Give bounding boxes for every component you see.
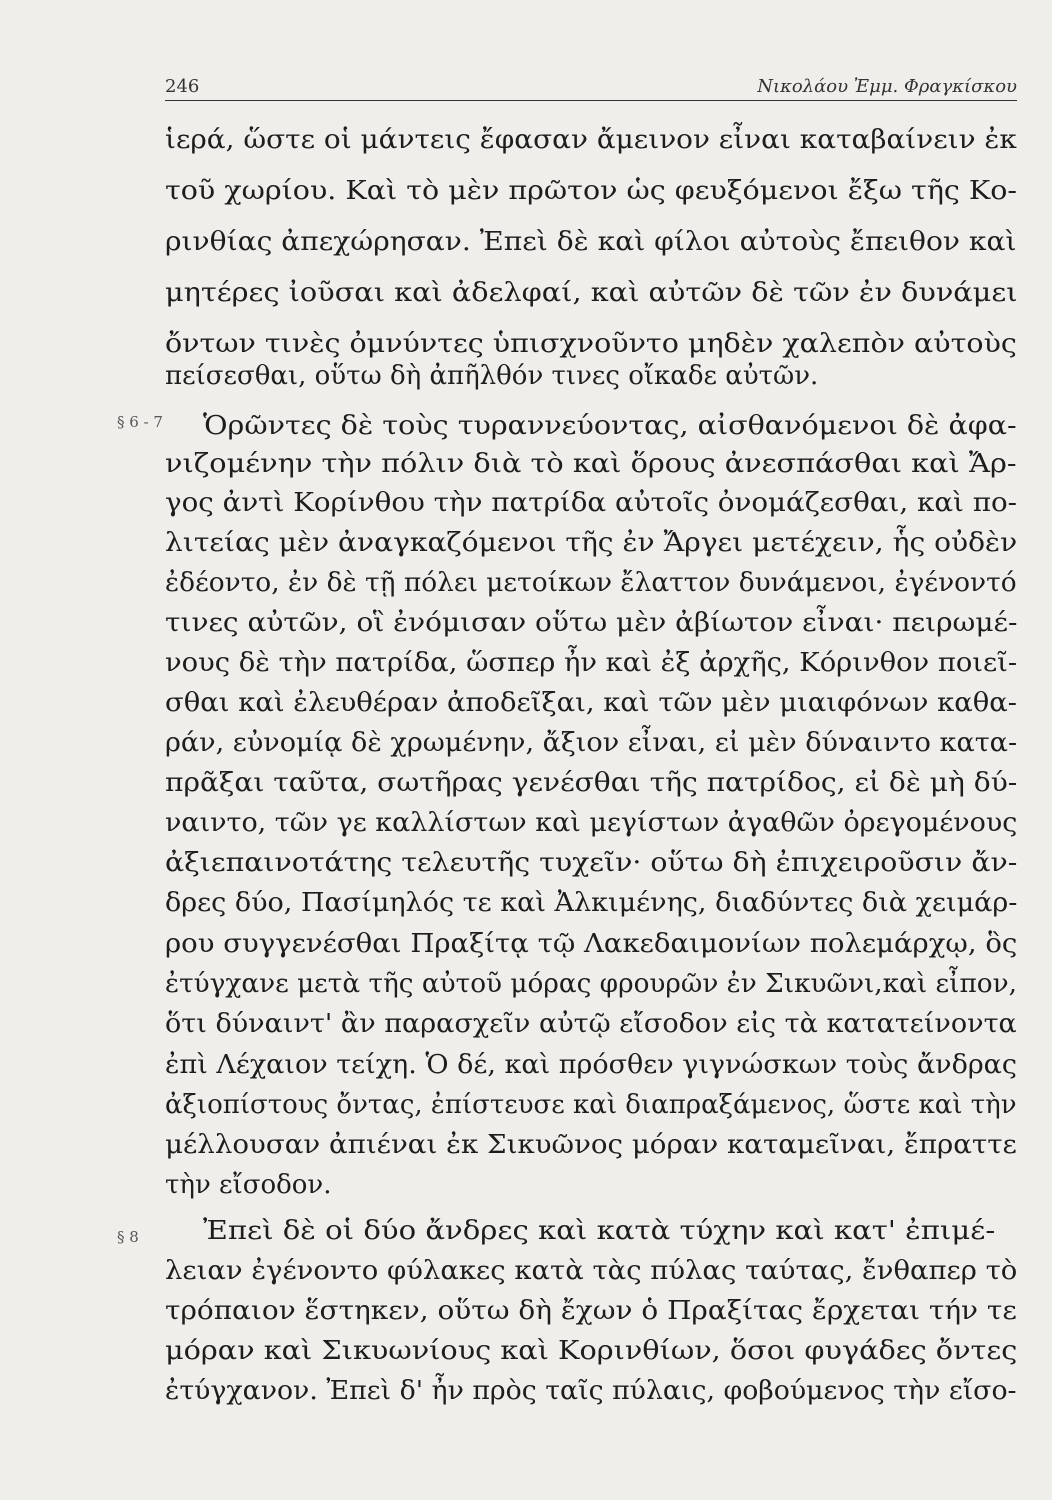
text-line: τρόπαιον ἕστηκεν, οὕτω δὴ ἔχων ὁ Πραξίτας ἔρχεται τήν τε (165, 1296, 1017, 1326)
section-marker: § 8 (117, 1228, 139, 1246)
section-marker: § 6 - 7 (117, 413, 163, 431)
text-line: ἐδέοντο, ἐν δὲ τῇ πόλει μετοίκων ἔλαττον δυνάμενοι, ἐγένοντό (165, 568, 1017, 598)
text-line: ρινθίας ἀπεχώρησαν. Ἐπεὶ δὲ καὶ φίλοι αὐτοὺς ἔπειθον καὶ (165, 227, 1017, 257)
page-number: 246 (165, 76, 200, 97)
text-line: γος ἀντὶ Κορίνθου τὴν πατρίδα αὐτοῖς ὀνομάζεσθαι, καὶ πο- (165, 488, 1018, 518)
text-line: λειαν ἐγένοντο φύλακες κατὰ τὰς πύλας ταύτας, ἔνθαπερ τὸ (165, 1256, 1018, 1286)
text-line: ράν, εὐνομίᾳ δὲ χρωμένην, ἄξιον εἶναι, εἰ μὲν δύναιντο κατα- (165, 728, 1018, 758)
text-line: τινες αὐτῶν, οἳ ἐνόμισαν οὕτω μὲν ἀβίωτον εἶναι· πειρωμέ- (165, 608, 1018, 638)
text-line: Ἐπεὶ δὲ οἱ δύο ἄνδρες καὶ κατὰ τύχην καὶ κατ' ἐπιμέ- (203, 1216, 996, 1246)
text-line: ἐτύγχανε μετὰ τῆς αὐτοῦ μόρας φρουρῶν ἐν Σικυῶνι,καὶ εἶπον, (165, 969, 1017, 999)
text-line: ἐτύγχανον. Ἐπεὶ δ' ἦν πρὸς ταῖς πύλαις, φοβούμενος τὴν εἴσο- (165, 1376, 1017, 1406)
text-line: δρες δύο, Πασίμηλός τε καὶ Ἀλκιμένης, διαδύντες διὰ χειμάρ- (165, 888, 1018, 918)
text-line: ἱερά, ὥστε οἱ μάντεις ἔφασαν ἄμεινον εἶναι καταβαίνειν ἐκ (165, 125, 1017, 155)
text-line: μέλλουσαν ἀπιέναι ἐκ Σικυῶνος μόραν καταμεῖναι, ἔπραττε (165, 1130, 1017, 1160)
text-line: ρου συγγενέσθαι Πραξίτᾳ τῷ Λακεδαιμονίων πολεμάρχῳ, ὃς (165, 929, 1018, 959)
text-line: νους δὲ τὴν πατρίδα, ὥσπερ ἦν καὶ ἐξ ἀρχῆς, Κόρινθον ποιεῖ- (165, 648, 1018, 678)
text-line: τοῦ χωρίου. Καὶ τὸ μὲν πρῶτον ὡς φευξόμενοι ἔξω τῆς Κο- (165, 176, 1018, 206)
text-line: τὴν εἴσοδον. (165, 1170, 332, 1200)
text-line: μητέρες ἰοῦσαι καὶ ἀδελφαί, καὶ αὐτῶν δὲ τῶν ἐν δυνάμει (165, 278, 1018, 308)
text-line: λιτείας μὲν ἀναγκαζόμενοι τῆς ἐν Ἄργει μετέχειν, ἧς οὐδὲν (165, 528, 1018, 558)
text-line: ἀξιεπαινοτάτης τελευτῆς τυχεῖν· οὕτω δὴ ἐπιχειροῦσιν ἄν- (165, 848, 1018, 878)
text-line: Ὁρῶντες δὲ τοὺς τυραννεύοντας, αἰσθανόμενοι δὲ ἀφα- (203, 411, 1017, 441)
text-line: νιζομένην τὴν πόλιν διὰ τὸ καὶ ὅρους ἀνεσπάσθαι καὶ Ἄρ- (165, 449, 1017, 479)
text-line: πείσεσθαι, οὕτω δὴ ἀπῆλθόν τινες οἴκαδε αὐτῶν. (165, 361, 819, 391)
text-line: ναιντο, τῶν γε καλλίστων καὶ μεγίστων ἀγαθῶν ὀρεγομένους (165, 808, 1018, 838)
page-header (165, 76, 1017, 101)
text-line: μόραν καὶ Σικυωνίους καὶ Κορινθίων, ὅσοι φυγάδες ὄντες (165, 1336, 1018, 1366)
text-line: ἐπὶ Λέχαιον τείχη. Ὁ δέ, καὶ πρόσθεν γιγνώσκων τοὺς ἄνδρας (165, 1050, 1018, 1080)
text-line: σθαι καὶ ἐλευθέραν ἀποδεῖξαι, καὶ τῶν μὲν μιαιφόνων καθα- (165, 688, 1018, 718)
text-line: ὄντων τινὲς ὀμνύντες ὑπισχνοῦντο μηδὲν χαλεπὸν αὐτοὺς (165, 329, 1017, 359)
text-line: ἀξιοπίστους ὄντας, ἐπίστευσε καὶ διαπραξάμενος, ὥστε καὶ τὴν (165, 1090, 1017, 1120)
text-line: πρᾶξαι ταῦτα, σωτῆρας γενέσθαι τῆς πατρίδος, εἰ δὲ μὴ δύ- (165, 768, 1018, 798)
text-line: ὅτι δύναιντ' ἂν παρασχεῖν αὐτῷ εἴσοδον εἰς τὰ κατατείνοντα (165, 1009, 1017, 1039)
running-head: Νικολάου Ἐμμ. Φραγκίσκου (757, 76, 1017, 97)
